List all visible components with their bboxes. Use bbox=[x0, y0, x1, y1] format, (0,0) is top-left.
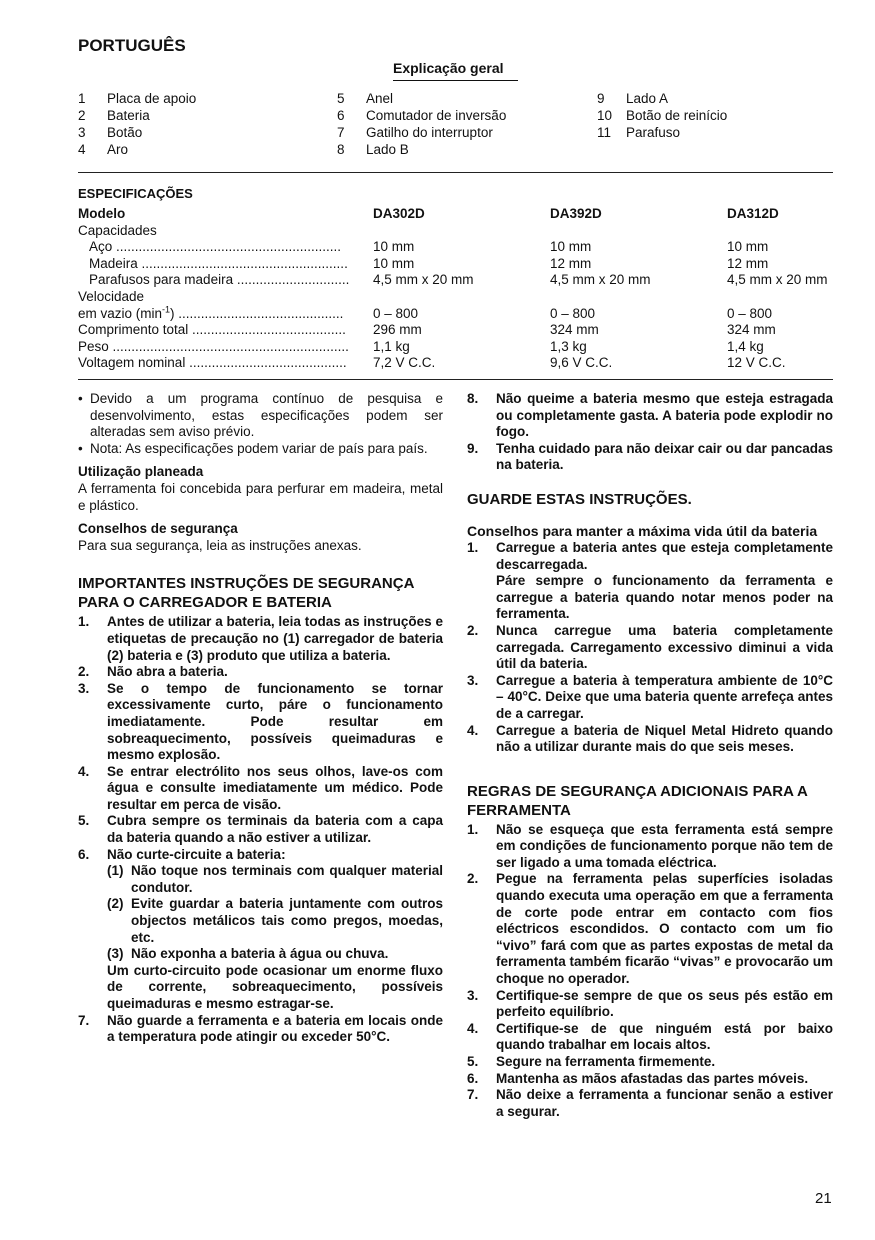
parts-column-2 bbox=[337, 91, 506, 159]
spec-speed-label: Velocidade bbox=[78, 288, 145, 304]
list-item: 2. Pegue na ferramenta pelas superfícies isoladas quando executa uma operação em que a ferramenta de corte pode entrar em contacto com fios eléctricos escondidos. O contacto com um fio “vivo” fará com que as partes expostas de metal da ferramenta também ficarão “vivas” e provocarão um choque no operador. bbox=[467, 871, 833, 987]
divider bbox=[78, 172, 833, 173]
list-item: 5. Cubra sempre os terminais da bateria com a capa da bateria quando a não estiver a utilizar. bbox=[78, 813, 443, 846]
additional-rules-list bbox=[467, 822, 833, 1121]
part-item: 9 Lado A bbox=[597, 91, 669, 106]
spec-row: Madeira ....................................................... 10 mm 12 mm 12 mm bbox=[89, 255, 769, 271]
part-item: 5 Anel bbox=[337, 91, 394, 106]
sub-list-item: (3) Não exponha a bateria à água ou chuva. bbox=[107, 946, 389, 962]
charger-safety-list-continued bbox=[467, 391, 833, 474]
spec-row: Peso ............................................................... 1,1 kg 1,3 kg 1,4 kg bbox=[78, 338, 764, 354]
part-item: 3 Botão bbox=[78, 125, 143, 140]
bullet-icon: • bbox=[78, 391, 83, 406]
part-item: 10 Botão de reinício bbox=[597, 108, 728, 123]
part-item: 7 Gatilho do interruptor bbox=[337, 125, 493, 140]
list-item: 6. Mantenha as mãos afastadas das partes móveis. bbox=[467, 1070, 809, 1086]
spec-row: Parafusos para madeira .............................. 4,5 mm x 20 mm 4,5 mm x 20 mm 4,5 mm x 20 mm bbox=[89, 272, 828, 288]
list-item: 3. Certifique-se sempre de que os seus pés estão em perfeito equilíbrio. bbox=[467, 987, 833, 1020]
list-item: 7. Não deixe a ferramenta a funcionar senão a estiver a segurar. bbox=[467, 1087, 833, 1119]
list-item: 8. Não queime a bateria mesmo que esteja estragada ou completamente gasta. A bateria pode explodir no fogo. bbox=[467, 391, 833, 440]
parts-column-1 bbox=[78, 91, 196, 159]
divider bbox=[78, 379, 833, 380]
list-item: 9. Tenha cuidado para não deixar cair ou dar pancadas na bateria. bbox=[467, 440, 833, 473]
list-item: 4. Certifique-se de que ninguém está por baixo quando trabalhar em locais altos. bbox=[467, 1020, 833, 1053]
sub-list-item: (2) Evite guardar a bateria juntamente com outros objectos metálicos tais como pregos, moedas, etc. bbox=[107, 896, 443, 945]
sub-list-item: (1) Não toque nos terminais com qualquer material condutor. bbox=[107, 863, 443, 895]
list-item: 1. Antes de utilizar a bateria, leia todas as instruções e etiquetas de precaução no (1) carregador de bateria (2) bateria e (3) produto que utiliza a bateria. bbox=[78, 614, 443, 663]
part-item: 6 Comutador de inversão bbox=[337, 108, 507, 123]
additional-rules-heading: REGRAS DE SEGURANÇA ADICIONAIS PARA A FERRAMENTA bbox=[467, 782, 808, 819]
list-item: 2. Nunca carregue uma bateria completamente carregada. Carregamento excessivo diminui a vida útil da bateria. bbox=[467, 622, 833, 672]
part-item: 8 Lado B bbox=[337, 142, 409, 157]
list-item: 3. Se o tempo de funcionamento se tornar excessivamente curto, páre o funcionamento imediatamente. Pode resultar em sobreaquecimento, possíveis queimaduras e mesmo explosão. bbox=[78, 680, 443, 763]
list-item: 2. Não abra a bateria. bbox=[78, 664, 228, 680]
list-item: 3. Carregue a bateria à temperatura ambiente de 10°C – 40°C. Deixe que uma bateria quente arrefeça antes de a carregar. bbox=[467, 672, 833, 721]
spec-capacities-label: Capacidades bbox=[78, 222, 157, 238]
short-circuit-warning: Um curto-circuito pode ocasionar um enorme fluxo de corrente, sobreaquecimento, possíveis queimaduras e mesmo estragar-se. bbox=[107, 962, 443, 1011]
general-explanation-title: Explicação geral bbox=[393, 60, 518, 81]
intended-use-text: A ferramenta foi concebida para perfurar em madeira, metal e plástico. bbox=[78, 480, 443, 513]
part-item: 4 Aro bbox=[78, 142, 129, 157]
bullet-item: • Nota: As especificações podem variar de país para país. bbox=[78, 440, 428, 456]
spec-model-row: Modelo DA302D DA392D DA312D bbox=[78, 206, 779, 221]
charger-safety-heading: IMPORTANTES INSTRUÇÕES DE SEGURANÇA PARA O CARREGADOR E BATERIA bbox=[78, 575, 414, 612]
language-heading: PORTUGUÊS bbox=[78, 36, 186, 55]
left-column bbox=[78, 391, 443, 1046]
list-item: 1. Carregue a bateria antes que esteja completamente descarregada. Páre sempre o funcionamento da ferramenta e carregue a bateria quando notar menos poder na ferramenta. bbox=[467, 539, 833, 622]
part-item: 1 Placa de apoio bbox=[78, 91, 197, 106]
specifications-title: ESPECIFICAÇÕES bbox=[78, 186, 193, 201]
spec-row: Voltagem nominal .......................................... 7,2 V C.C. 9,6 V C.C. 12 V C.C. bbox=[78, 355, 786, 371]
list-item: 4. Carregue a bateria de Niquel Metal Hidreto quando não a utilizar durante mais do que seis meses. bbox=[467, 722, 833, 755]
page-number: 21 bbox=[815, 1190, 832, 1207]
right-column bbox=[467, 391, 833, 1120]
bullet-item: • Devido a um programa contínuo de pesquisa e desenvolvimento, estas especificações podem ser alteradas sem aviso prévio. bbox=[78, 391, 443, 440]
charger-safety-list bbox=[78, 614, 443, 1045]
parts-column-3 bbox=[597, 91, 727, 142]
safety-tips-text: Para sua segurança, leia as instruções anexas. bbox=[78, 537, 362, 553]
battery-tips-heading: Conselhos para manter a máxima vida útil da bateria bbox=[467, 522, 818, 539]
bullet-icon: • bbox=[78, 440, 83, 456]
list-item: 6. Não curte-circuite a bateria: (1) Não toque nos terminais com qualquer material condutor. (2) Evite guardar a bateria juntamente com outros objectos metálicos tais como pregos, moedas, etc. (3) Não exponha a bateria à água ou chuva. Um curto-circuito pode ocasionar um enorme fluxo de corrente, sobreaquecimento, possíveis queimaduras e mesmo estragar-se. bbox=[78, 846, 443, 1011]
spec-row: em vazio $(\min^{-1})$ ............................................ 0 – 800 0 – 800 0 – 800 bbox=[78, 305, 773, 321]
battery-tips-list bbox=[467, 540, 833, 756]
list-item: 4. Se entrar electrólito nos seus olhos, lave-os com água e consulte imediatamente um médico. Pode resultar em perca de visão. bbox=[78, 763, 443, 812]
safety-tips-title: Conselhos de segurança bbox=[78, 521, 238, 537]
list-item: 7. Não guarde a ferramenta e a bateria em locais onde a temperatura pode atingir ou exceder 50°C. bbox=[78, 1012, 443, 1045]
spec-row: Aço ............................................................ 10 mm 10 mm 10 mm bbox=[89, 239, 769, 255]
intended-use-title: Utilização planeada bbox=[78, 464, 204, 480]
specifications-table bbox=[78, 206, 838, 372]
spec-row: Comprimento total ......................................... 296 mm 324 mm 324 mm bbox=[78, 322, 776, 338]
list-item: 1. Não se esqueça que esta ferramenta está sempre em condições de funcionamento porque não tem de ser ligado a uma tomada eléctrica. bbox=[467, 821, 833, 870]
list-item: 5. Segure na ferramenta firmemente. bbox=[467, 1054, 716, 1069]
keep-instructions-heading: GUARDE ESTAS INSTRUÇÕES. bbox=[467, 490, 692, 508]
part-item: 11 Parafuso bbox=[597, 125, 681, 140]
part-item: 2 Bateria bbox=[78, 108, 150, 123]
